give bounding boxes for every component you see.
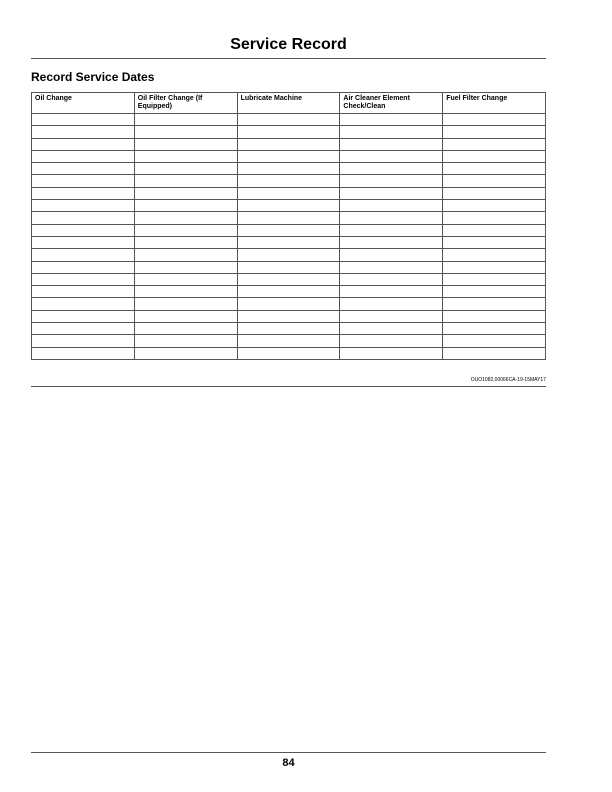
table-row xyxy=(32,298,546,310)
table-cell[interactable] xyxy=(134,126,237,138)
table-cell[interactable] xyxy=(134,114,237,126)
table-row xyxy=(32,138,546,150)
table-cell[interactable] xyxy=(340,224,443,236)
table-cell[interactable] xyxy=(237,150,340,162)
table-cell[interactable] xyxy=(134,163,237,175)
doc-code-rule xyxy=(31,386,546,387)
table-cell[interactable] xyxy=(32,163,135,175)
table-cell[interactable] xyxy=(443,261,546,273)
table-row xyxy=(32,310,546,322)
table-cell[interactable] xyxy=(443,138,546,150)
table-cell[interactable] xyxy=(340,126,443,138)
section-heading: Record Service Dates xyxy=(31,70,155,84)
table-cell[interactable] xyxy=(32,138,135,150)
table-cell[interactable] xyxy=(237,175,340,187)
table-row xyxy=(32,347,546,359)
table-cell[interactable] xyxy=(32,273,135,285)
table-cell[interactable] xyxy=(340,273,443,285)
table-cell[interactable] xyxy=(134,323,237,335)
table-cell[interactable] xyxy=(340,163,443,175)
table-cell[interactable] xyxy=(237,323,340,335)
table-row xyxy=(32,286,546,298)
table-cell[interactable] xyxy=(237,236,340,248)
table-row xyxy=(32,261,546,273)
table-cell[interactable] xyxy=(134,187,237,199)
table-cell[interactable] xyxy=(443,273,546,285)
table-cell[interactable] xyxy=(443,249,546,261)
service-dates-table xyxy=(31,92,546,360)
table-row xyxy=(32,163,546,175)
table-cell[interactable] xyxy=(134,286,237,298)
table-cell[interactable] xyxy=(134,249,237,261)
table-cell[interactable] xyxy=(237,114,340,126)
table-cell[interactable] xyxy=(32,249,135,261)
table-cell[interactable] xyxy=(237,126,340,138)
column-header-fuel-filter-change: Fuel Filter Change xyxy=(443,93,546,114)
table-cell[interactable] xyxy=(340,298,443,310)
table-cell[interactable] xyxy=(134,261,237,273)
table-cell[interactable] xyxy=(32,126,135,138)
table-cell[interactable] xyxy=(32,347,135,359)
table-row xyxy=(32,249,546,261)
table-header-row xyxy=(32,93,546,114)
table-cell[interactable] xyxy=(443,126,546,138)
table-cell[interactable] xyxy=(443,175,546,187)
table-cell[interactable] xyxy=(237,138,340,150)
column-header-oil-filter-change: Oil Filter Change (If Equipped) xyxy=(134,93,237,114)
table-cell[interactable] xyxy=(443,335,546,347)
table-cell[interactable] xyxy=(32,224,135,236)
table-cell[interactable] xyxy=(443,163,546,175)
table-row xyxy=(32,187,546,199)
table-cell[interactable] xyxy=(340,347,443,359)
table-cell[interactable] xyxy=(443,200,546,212)
table-cell[interactable] xyxy=(340,249,443,261)
table-cell[interactable] xyxy=(340,236,443,248)
table-row xyxy=(32,323,546,335)
table-cell[interactable] xyxy=(32,187,135,199)
table-cell[interactable] xyxy=(32,298,135,310)
column-header-oil-change: Oil Change xyxy=(32,93,135,114)
table-cell[interactable] xyxy=(32,261,135,273)
table-cell[interactable] xyxy=(32,310,135,322)
table-row xyxy=(32,273,546,285)
table-cell[interactable] xyxy=(237,286,340,298)
table-cell[interactable] xyxy=(443,347,546,359)
table-cell[interactable] xyxy=(340,310,443,322)
table-row xyxy=(32,126,546,138)
table-cell[interactable] xyxy=(443,310,546,322)
table-cell[interactable] xyxy=(134,224,237,236)
table-cell[interactable] xyxy=(340,323,443,335)
table-row xyxy=(32,150,546,162)
table-cell[interactable] xyxy=(340,138,443,150)
column-header-air-cleaner: Air Cleaner Element Check/Clean xyxy=(340,93,443,114)
table-cell[interactable] xyxy=(443,323,546,335)
table-cell[interactable] xyxy=(340,175,443,187)
table-cell[interactable] xyxy=(134,200,237,212)
table-cell[interactable] xyxy=(237,261,340,273)
table-cell[interactable] xyxy=(134,310,237,322)
table-cell[interactable] xyxy=(134,212,237,224)
table-cell[interactable] xyxy=(340,335,443,347)
table-cell[interactable] xyxy=(134,175,237,187)
table-cell[interactable] xyxy=(237,298,340,310)
table-cell[interactable] xyxy=(237,310,340,322)
table-cell[interactable] xyxy=(340,261,443,273)
footer-rule xyxy=(31,752,546,753)
table-cell[interactable] xyxy=(443,150,546,162)
table-cell[interactable] xyxy=(340,200,443,212)
table-row xyxy=(32,212,546,224)
table-cell[interactable] xyxy=(32,175,135,187)
table-cell[interactable] xyxy=(32,200,135,212)
doc-code: OUO1082,00066CA-19-15MAY17 xyxy=(470,377,546,383)
table-cell[interactable] xyxy=(134,138,237,150)
table-cell[interactable] xyxy=(32,212,135,224)
table-cell[interactable] xyxy=(237,212,340,224)
table-cell[interactable] xyxy=(340,150,443,162)
table-body xyxy=(32,114,546,360)
table-cell[interactable] xyxy=(340,114,443,126)
table-cell[interactable] xyxy=(237,273,340,285)
table-cell[interactable] xyxy=(134,150,237,162)
table-row xyxy=(32,224,546,236)
table-cell[interactable] xyxy=(32,335,135,347)
table-cell[interactable] xyxy=(134,335,237,347)
table-cell[interactable] xyxy=(443,224,546,236)
table-cell[interactable] xyxy=(443,212,546,224)
page-title: Service Record xyxy=(230,36,347,53)
table-cell[interactable] xyxy=(134,273,237,285)
table-cell[interactable] xyxy=(134,236,237,248)
table-cell[interactable] xyxy=(237,347,340,359)
table-cell[interactable] xyxy=(134,347,237,359)
table-cell[interactable] xyxy=(32,114,135,126)
table-row xyxy=(32,335,546,347)
table-cell[interactable] xyxy=(443,236,546,248)
table-row xyxy=(32,200,546,212)
table-cell[interactable] xyxy=(237,187,340,199)
page-number: 84 xyxy=(282,757,295,769)
table-cell[interactable] xyxy=(237,335,340,347)
table-row xyxy=(32,236,546,248)
table-cell[interactable] xyxy=(32,150,135,162)
table-cell[interactable] xyxy=(134,298,237,310)
table-cell[interactable] xyxy=(340,187,443,199)
table-cell[interactable] xyxy=(340,286,443,298)
table-cell[interactable] xyxy=(237,200,340,212)
table-row xyxy=(32,175,546,187)
table-cell[interactable] xyxy=(32,323,135,335)
table-cell[interactable] xyxy=(237,163,340,175)
table-cell[interactable] xyxy=(443,114,546,126)
table-cell[interactable] xyxy=(32,236,135,248)
table-cell[interactable] xyxy=(443,286,546,298)
table-cell[interactable] xyxy=(32,286,135,298)
table-cell[interactable] xyxy=(340,212,443,224)
table-cell[interactable] xyxy=(237,249,340,261)
table-cell[interactable] xyxy=(237,224,340,236)
title-rule xyxy=(31,58,546,59)
column-header-lubricate-machine: Lubricate Machine xyxy=(237,93,340,114)
table-cell[interactable] xyxy=(443,298,546,310)
table-row xyxy=(32,114,546,126)
table-cell[interactable] xyxy=(443,187,546,199)
